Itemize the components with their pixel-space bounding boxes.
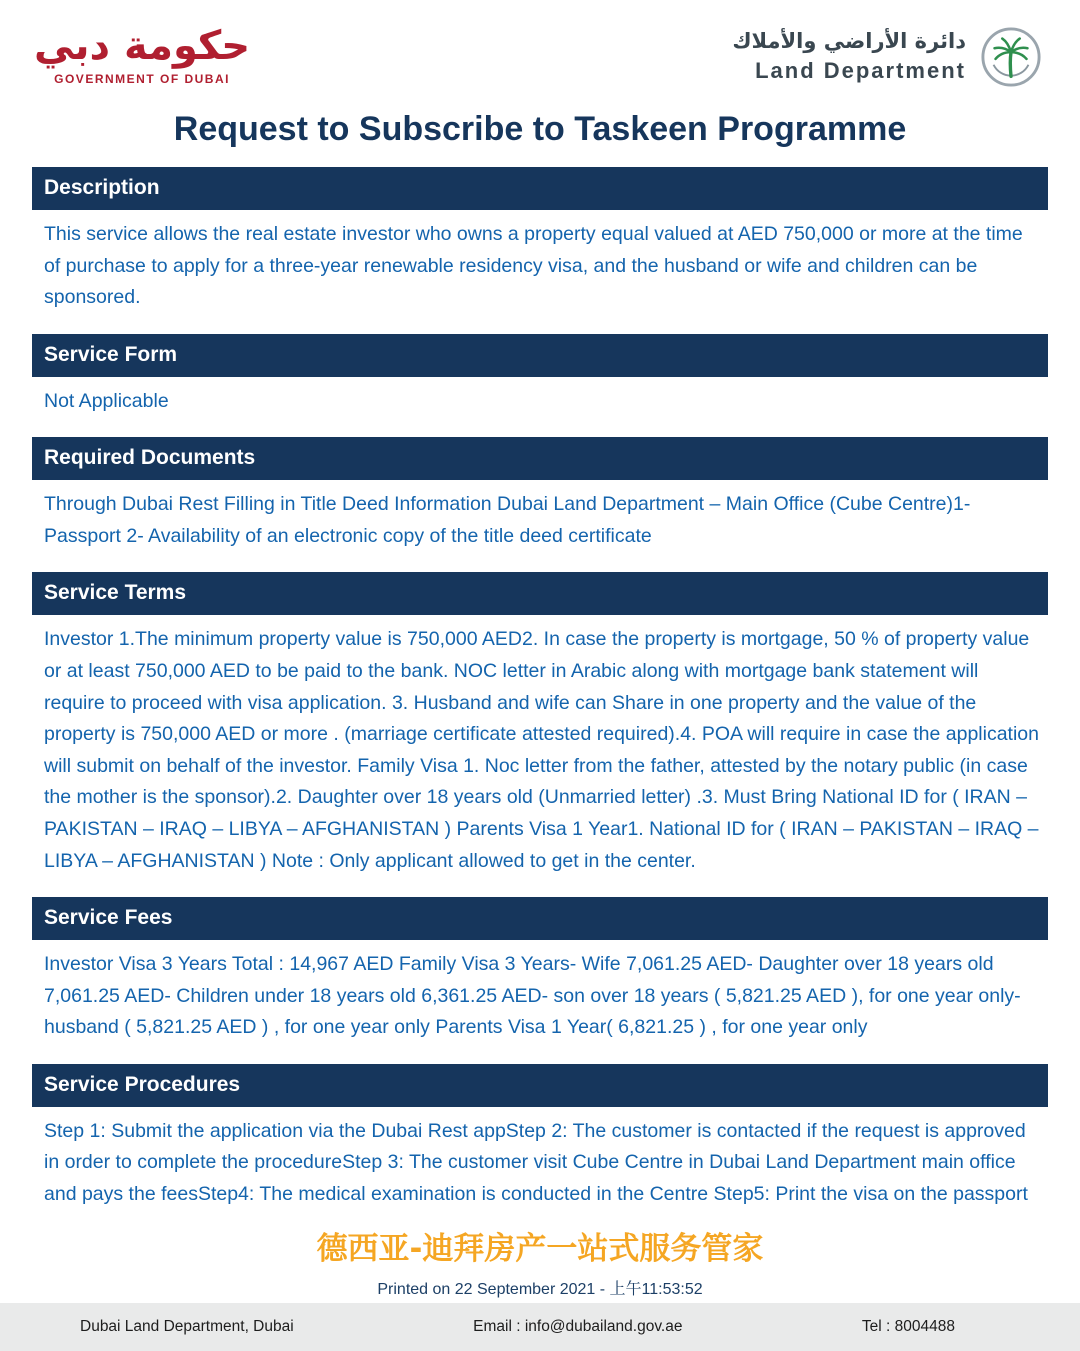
section-body-text: Investor Visa 3 Years Total : 14,967 AED Family Visa 3 Years- Wife 7,061.25 AED- Daughter over 18 years old 7,061.25 AED- Children under 18 years old 6,361.25 AED- son over 18 years ( 5,821.25 AED ), for one year only- husband ( 5,821.25 AED ) , for one year only Parents Visa 1 Year( 6,821.25 ) , for one year only bbox=[44, 953, 1021, 1039]
section-service-fees bbox=[32, 897, 1048, 1044]
land-department-caption: Land Department bbox=[755, 57, 966, 83]
section-service-procedures bbox=[32, 1064, 1048, 1211]
sections bbox=[32, 167, 1048, 1211]
section-service-terms bbox=[32, 572, 1048, 877]
footer-bar bbox=[0, 1303, 1080, 1351]
section-body-text: Not Applicable bbox=[44, 389, 169, 412]
section-body-text: Through Dubai Rest Filling in Title Deed Information Dubai Land Department – Main Office (Cube Centre)1- Passport 2- Availability of an electronic copy of the title deed certificate bbox=[44, 493, 971, 547]
section-description bbox=[32, 167, 1048, 314]
promo-text: 德西亚-迪拜房产一站式服务管家 bbox=[316, 1230, 764, 1267]
gov-dubai-caption: GOVERNMENT OF DUBAI bbox=[54, 72, 230, 86]
section-service-form bbox=[32, 334, 1048, 418]
section-heading: Description bbox=[32, 167, 1048, 210]
section-heading: Service Fees bbox=[32, 897, 1048, 940]
footer-email: Email : info@dubailand.gov.ae bbox=[473, 1318, 683, 1335]
land-department-logo bbox=[732, 26, 1042, 88]
land-department-arabic: دائرة الأراضي والأملاك bbox=[732, 29, 966, 54]
section-body-text: Step 1: Submit the application via the Dubai Rest appStep 2: The customer is contacted if the request is approved in order to complete the procedureStep 3: The customer visit Cube Centre in Dubai Land Department main office and pays the feesStep4: The medical examination is conducted in the Centre Step5: Print the visa on the passport bbox=[44, 1119, 1028, 1205]
government-of-dubai-logo bbox=[34, 23, 251, 86]
section-required-documents bbox=[32, 437, 1048, 552]
palm-tree-icon bbox=[980, 26, 1042, 88]
gov-dubai-calligraphy: حكومة دبي bbox=[34, 23, 251, 69]
printed-timestamp: Printed on 22 September 2021 - 上午11:53:52 bbox=[377, 1280, 703, 1298]
footer-phone: Tel : 8004488 bbox=[861, 1318, 955, 1335]
section-body-text: Investor 1.The minimum property value is 750,000 AED2. In case the property is mortgage, 50 % of property value or at least 750,000 AED to be paid to the bank. NOC letter in Arabic along with mortgage bank statement will require to proceed with visa application. 3. Husband and wife can Share in one property and the value of the property is 750,000 AED or more . (marriage certificate attested required).4. POA will require in case the application will submit on behalf of the investor. Family Visa 1. Noc letter from the father, attested by the notary public (in case the mother is the sponsor).2. Daughter over 18 years old (Unmarried letter) .3. Must Bring National ID for ( IRAN – PAKISTAN – IRAQ – LIBYA – AFGHANISTAN ) Parents Visa 1 Year1. National ID for ( IRAN – PAKISTAN – IRAQ – LIBYA – AFGHANISTAN ) Note : Only applicant allowed to get in the center. bbox=[44, 628, 1039, 872]
footer-address: Dubai Land Department, Dubai bbox=[80, 1318, 294, 1335]
section-heading: Required Documents bbox=[32, 437, 1048, 480]
header bbox=[0, 0, 1080, 88]
section-heading: Service Terms bbox=[32, 572, 1048, 615]
page-title: Request to Subscribe to Taskeen Programme bbox=[173, 110, 907, 148]
section-body-text: This service allows the real estate investor who owns a property equal valued at AED 750,000 or more at the time of purchase to apply for a three-year renewable residency visa, and the husband or wife and children can be sponsored. bbox=[44, 223, 1023, 309]
section-heading: Service Procedures bbox=[32, 1064, 1048, 1107]
section-heading: Service Form bbox=[32, 334, 1048, 377]
land-department-text bbox=[732, 30, 966, 83]
